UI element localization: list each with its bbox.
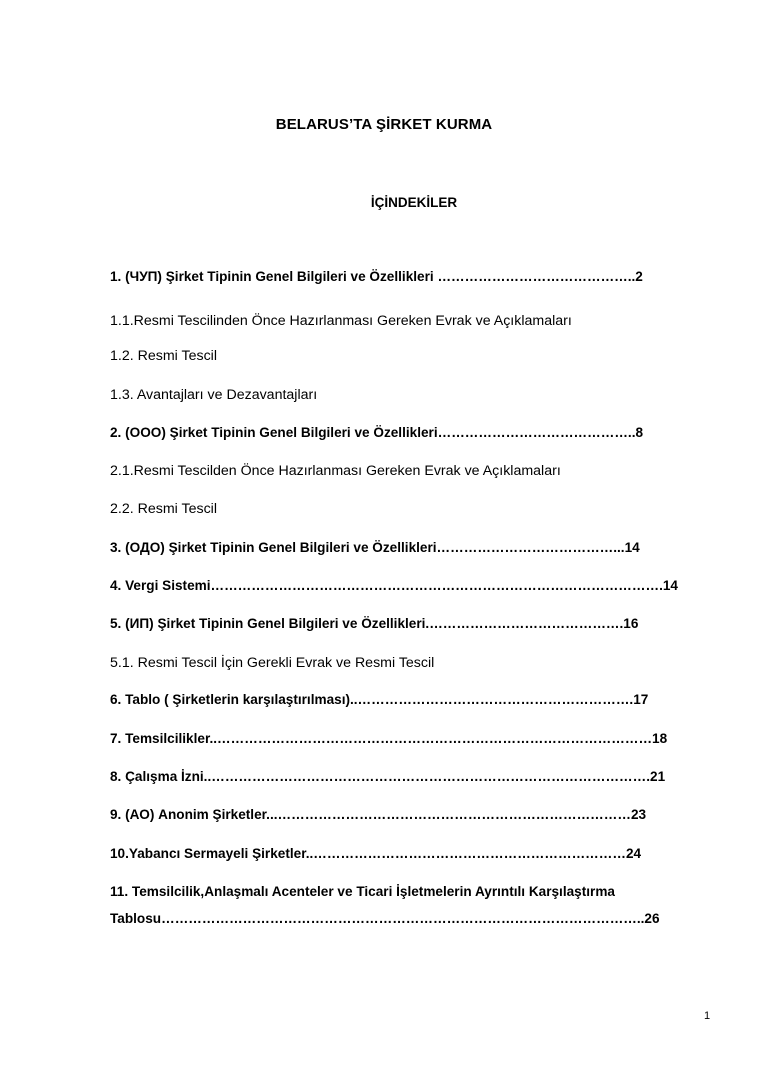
document-title: BELARUS’TA ŞİRKET KURMA bbox=[275, 116, 493, 133]
toc-entry-10: 10.Yabancı Sermayeli Şirketler..……………………………………………………………24 bbox=[110, 846, 642, 861]
toc-entry-7: 7. Temsilcilikler..……………………………………………………………………………………18 bbox=[110, 731, 668, 746]
toc-entry-1-1: 1.1.Resmi Tescilinden Önce Hazırlanması Gereken Evrak ve Açıklamaları bbox=[110, 313, 572, 329]
toc-entry-11: 11. Temsilcilik,Anlaşmalı Acenteler ve Ticari İşletmelerin Ayrıntılı Karşılaştırma bbox=[110, 884, 615, 899]
toc-entry-9: 9. (АО) Anonim Şirketler...……………………………………………………………………23 bbox=[110, 807, 647, 822]
toc-entry-1-3: 1.3. Avantajları ve Dezavantajları bbox=[110, 387, 318, 403]
toc-entry-6: 6. Tablo ( Şirketlerin karşılaştırılması)..…………………………………………………….17 bbox=[110, 692, 649, 707]
toc-entry-1-2: 1.2. Resmi Tescil bbox=[110, 348, 217, 364]
toc-entry-8: 8. Çalışma İzni..…………………………………………………………………………………….21 bbox=[110, 769, 666, 784]
page-number: 1 bbox=[704, 1010, 711, 1022]
toc-entry-4: 4. Vergi Sistemi……………………………………………………………………………………….14 bbox=[110, 578, 678, 593]
toc-entry-2: 2. (ООО) Şirket Tipinin Genel Bilgileri ve Özellikleri……………………………………..8 bbox=[110, 425, 644, 440]
toc-entry-5: 5. (ИП) Şirket Tipinin Genel Bilgileri ve Özellikleri.…………………………………….16 bbox=[110, 616, 639, 631]
toc-entry-11-continued: Tablosu……………………………………………………………………………………………..26 bbox=[110, 911, 660, 926]
toc-heading: İÇİNDEKİLER bbox=[370, 195, 458, 210]
toc-entry-1: 1. (ЧУП) Şirket Tipinin Genel Bilgileri ve Özellikleri ……………………………………..2 bbox=[110, 269, 643, 284]
toc-entry-2-1: 2.1.Resmi Tescilden Önce Hazırlanması Gereken Evrak ve Açıklamaları bbox=[110, 463, 561, 479]
toc-entry-2-2: 2.2. Resmi Tescil bbox=[110, 501, 217, 517]
toc-entry-5-1: 5.1. Resmi Tescil İçin Gerekli Evrak ve Resmi Tescil bbox=[110, 655, 435, 671]
toc-entry-3: 3. (ОДО) Şirket Tipinin Genel Bilgileri ve Özellikleri…………………………………...14 bbox=[110, 540, 640, 555]
